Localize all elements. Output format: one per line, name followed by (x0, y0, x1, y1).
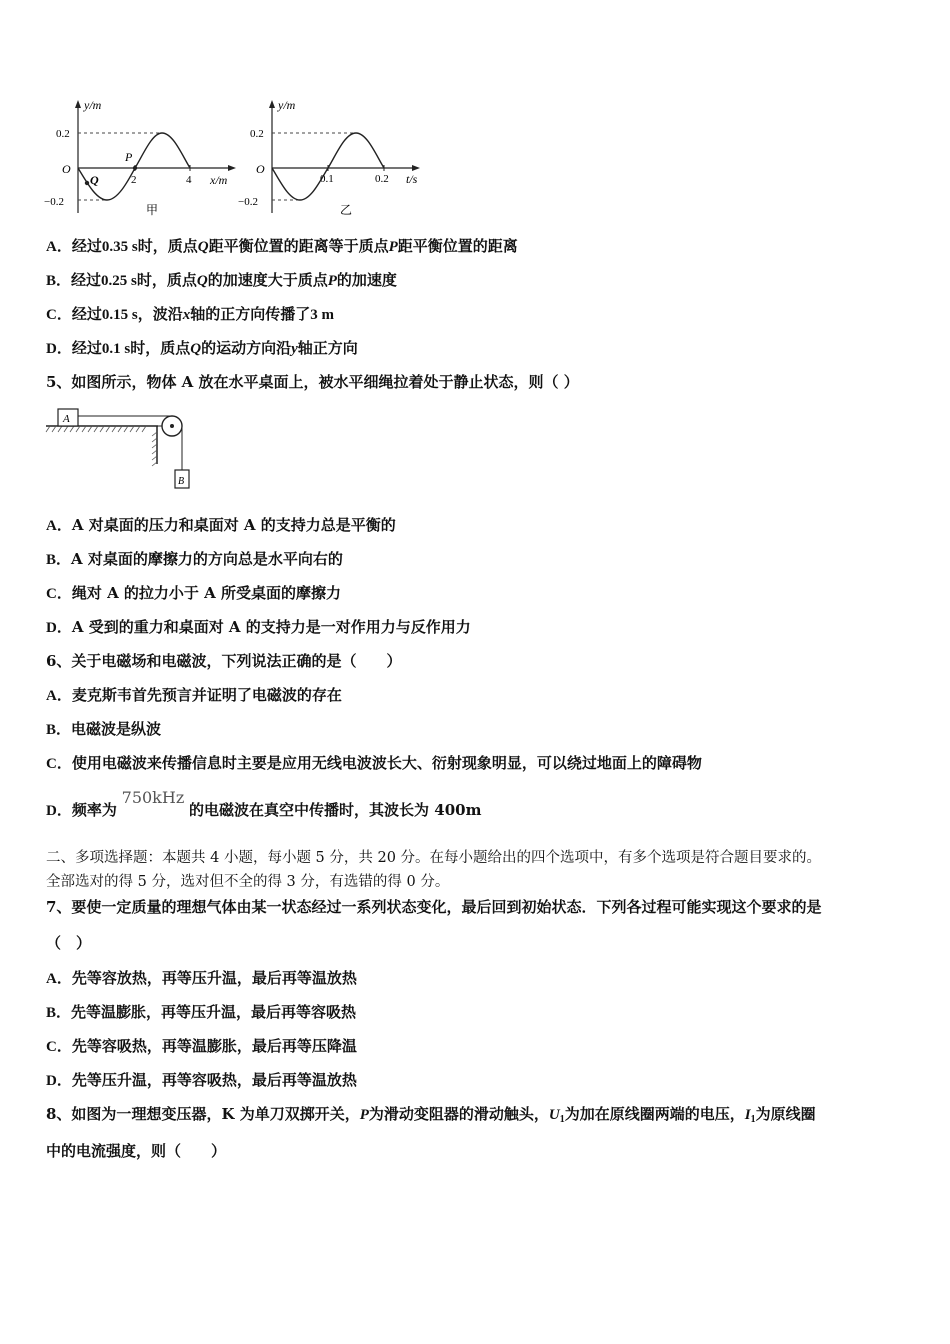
section2-instructions-line1: 二、多项选择题：本题共 4 小题，每小题 5 分，共 20 分。在每小题给出的四个选项中，有多个选项是符合题目要求的。 (46, 850, 822, 866)
wave-graph-jia (40, 95, 240, 220)
block-b-label: B (178, 476, 185, 487)
q7-option-d: D．先等压升温，再等容吸热，最后再等温放热 (46, 1071, 357, 1089)
q7-option-b: B．先等温膨胀，再等压升温，最后再等容吸热 (46, 1003, 357, 1021)
tick-label-02: 0.2 (56, 128, 70, 140)
frequency-formula: 750kHz (121, 788, 185, 807)
tick-label-t02: 0.2 (375, 173, 389, 185)
q7-option-c: C．先等容吸热，再等温膨胀，最后再等压降温 (46, 1037, 357, 1055)
q6-option-b: B．电磁波是纵波 (46, 720, 162, 738)
y-axis-label: y/m (278, 98, 296, 112)
q4-option-b: B．经过0.25 s时，质点Q的加速度大于质点P的加速度 (46, 271, 397, 289)
origin-label: O (256, 162, 265, 176)
graph-caption: 甲 (146, 203, 159, 217)
wave-graph-yi (236, 95, 436, 220)
tick-label-x4: 4 (186, 174, 192, 186)
q7-answer-paren: （ ） (46, 934, 92, 952)
point-p-marker (133, 166, 137, 170)
block-a-label: A (63, 413, 70, 425)
q6-stem: 6、关于电磁场和电磁波，下列说法正确的是（ ） (46, 652, 402, 670)
q5-stem: 5、如图所示，物体 A 放在水平桌面上，被水平细绳拉着处于静止状态，则（ ） (46, 373, 579, 391)
tick-label-02: 0.2 (250, 128, 264, 140)
tick-label-neg02: −0.2 (238, 196, 258, 208)
q8-stem-line2: 中的电流强度，则（ ） (46, 1142, 227, 1160)
t-axis-label: t/s (406, 172, 418, 186)
tick-label-t01: 0.1 (320, 173, 334, 185)
q6-option-a: A．麦克斯韦首先预言并证明了电磁波的存在 (46, 686, 342, 704)
graph-caption: 乙 (340, 203, 353, 217)
point-q-label: Q (90, 173, 99, 187)
origin-label: O (62, 162, 71, 176)
q6-option-d: D．频率为 750kHz 的电磁波在真空中传播时，其波长为 400m (46, 788, 482, 819)
q6-option-c: C．使用电磁波来传播信息时主要是应用无线电波波长大、衍射现象明显，可以绕过地面上的障碍物 (46, 754, 702, 772)
tick-label-x2: 2 (131, 174, 137, 186)
pulley-diagram (44, 402, 204, 494)
q4-option-d: D．经过0.1 s时，质点Q的运动方向沿y轴正方向 (46, 339, 358, 357)
section2-instructions-line2: 全部选对的得 5 分，选对但不全的得 3 分，有选错的得 0 分。 (46, 874, 450, 890)
point-q-marker (85, 181, 89, 185)
q7-option-a: A．先等容放热，再等压升温，最后再等温放热 (46, 969, 357, 987)
tick-label-neg02: −0.2 (44, 196, 64, 208)
q5-option-d: D．A 受到的重力和桌面对 A 的支持力是一对作用力与反作用力 (46, 618, 471, 636)
q5-option-a: A．A 对桌面的压力和桌面对 A 的支持力总是平衡的 (46, 516, 396, 534)
q7-stem: 7、要使一定质量的理想气体由某一状态经过一系列状态变化，最后回到初始状态．下列各过程可能实现这个要求的是 (46, 898, 822, 916)
point-p-label: P (125, 150, 133, 164)
q4-option-a: A．经过0.35 s时，质点Q距平衡位置的距离等于质点P距平衡位置的距离 (46, 237, 518, 255)
y-axis-label: y/m (84, 98, 102, 112)
q5-option-b: B．A 对桌面的摩擦力的方向总是水平向右的 (46, 550, 343, 568)
q5-option-c: C．绳对 A 的拉力小于 A 所受桌面的摩擦力 (46, 584, 342, 602)
q4-option-c: C．经过0.15 s，波沿x轴的正方向传播了3 m (46, 305, 334, 323)
x-axis-label: x/m (210, 173, 228, 187)
q8-stem-line1: 8、如图为一理想变压器，K 为单刀双掷开关，P为滑动变阻器的滑动触头，$U_1$为加在原线圈两端的电压，$I_1$为原线圈 (46, 1105, 816, 1125)
